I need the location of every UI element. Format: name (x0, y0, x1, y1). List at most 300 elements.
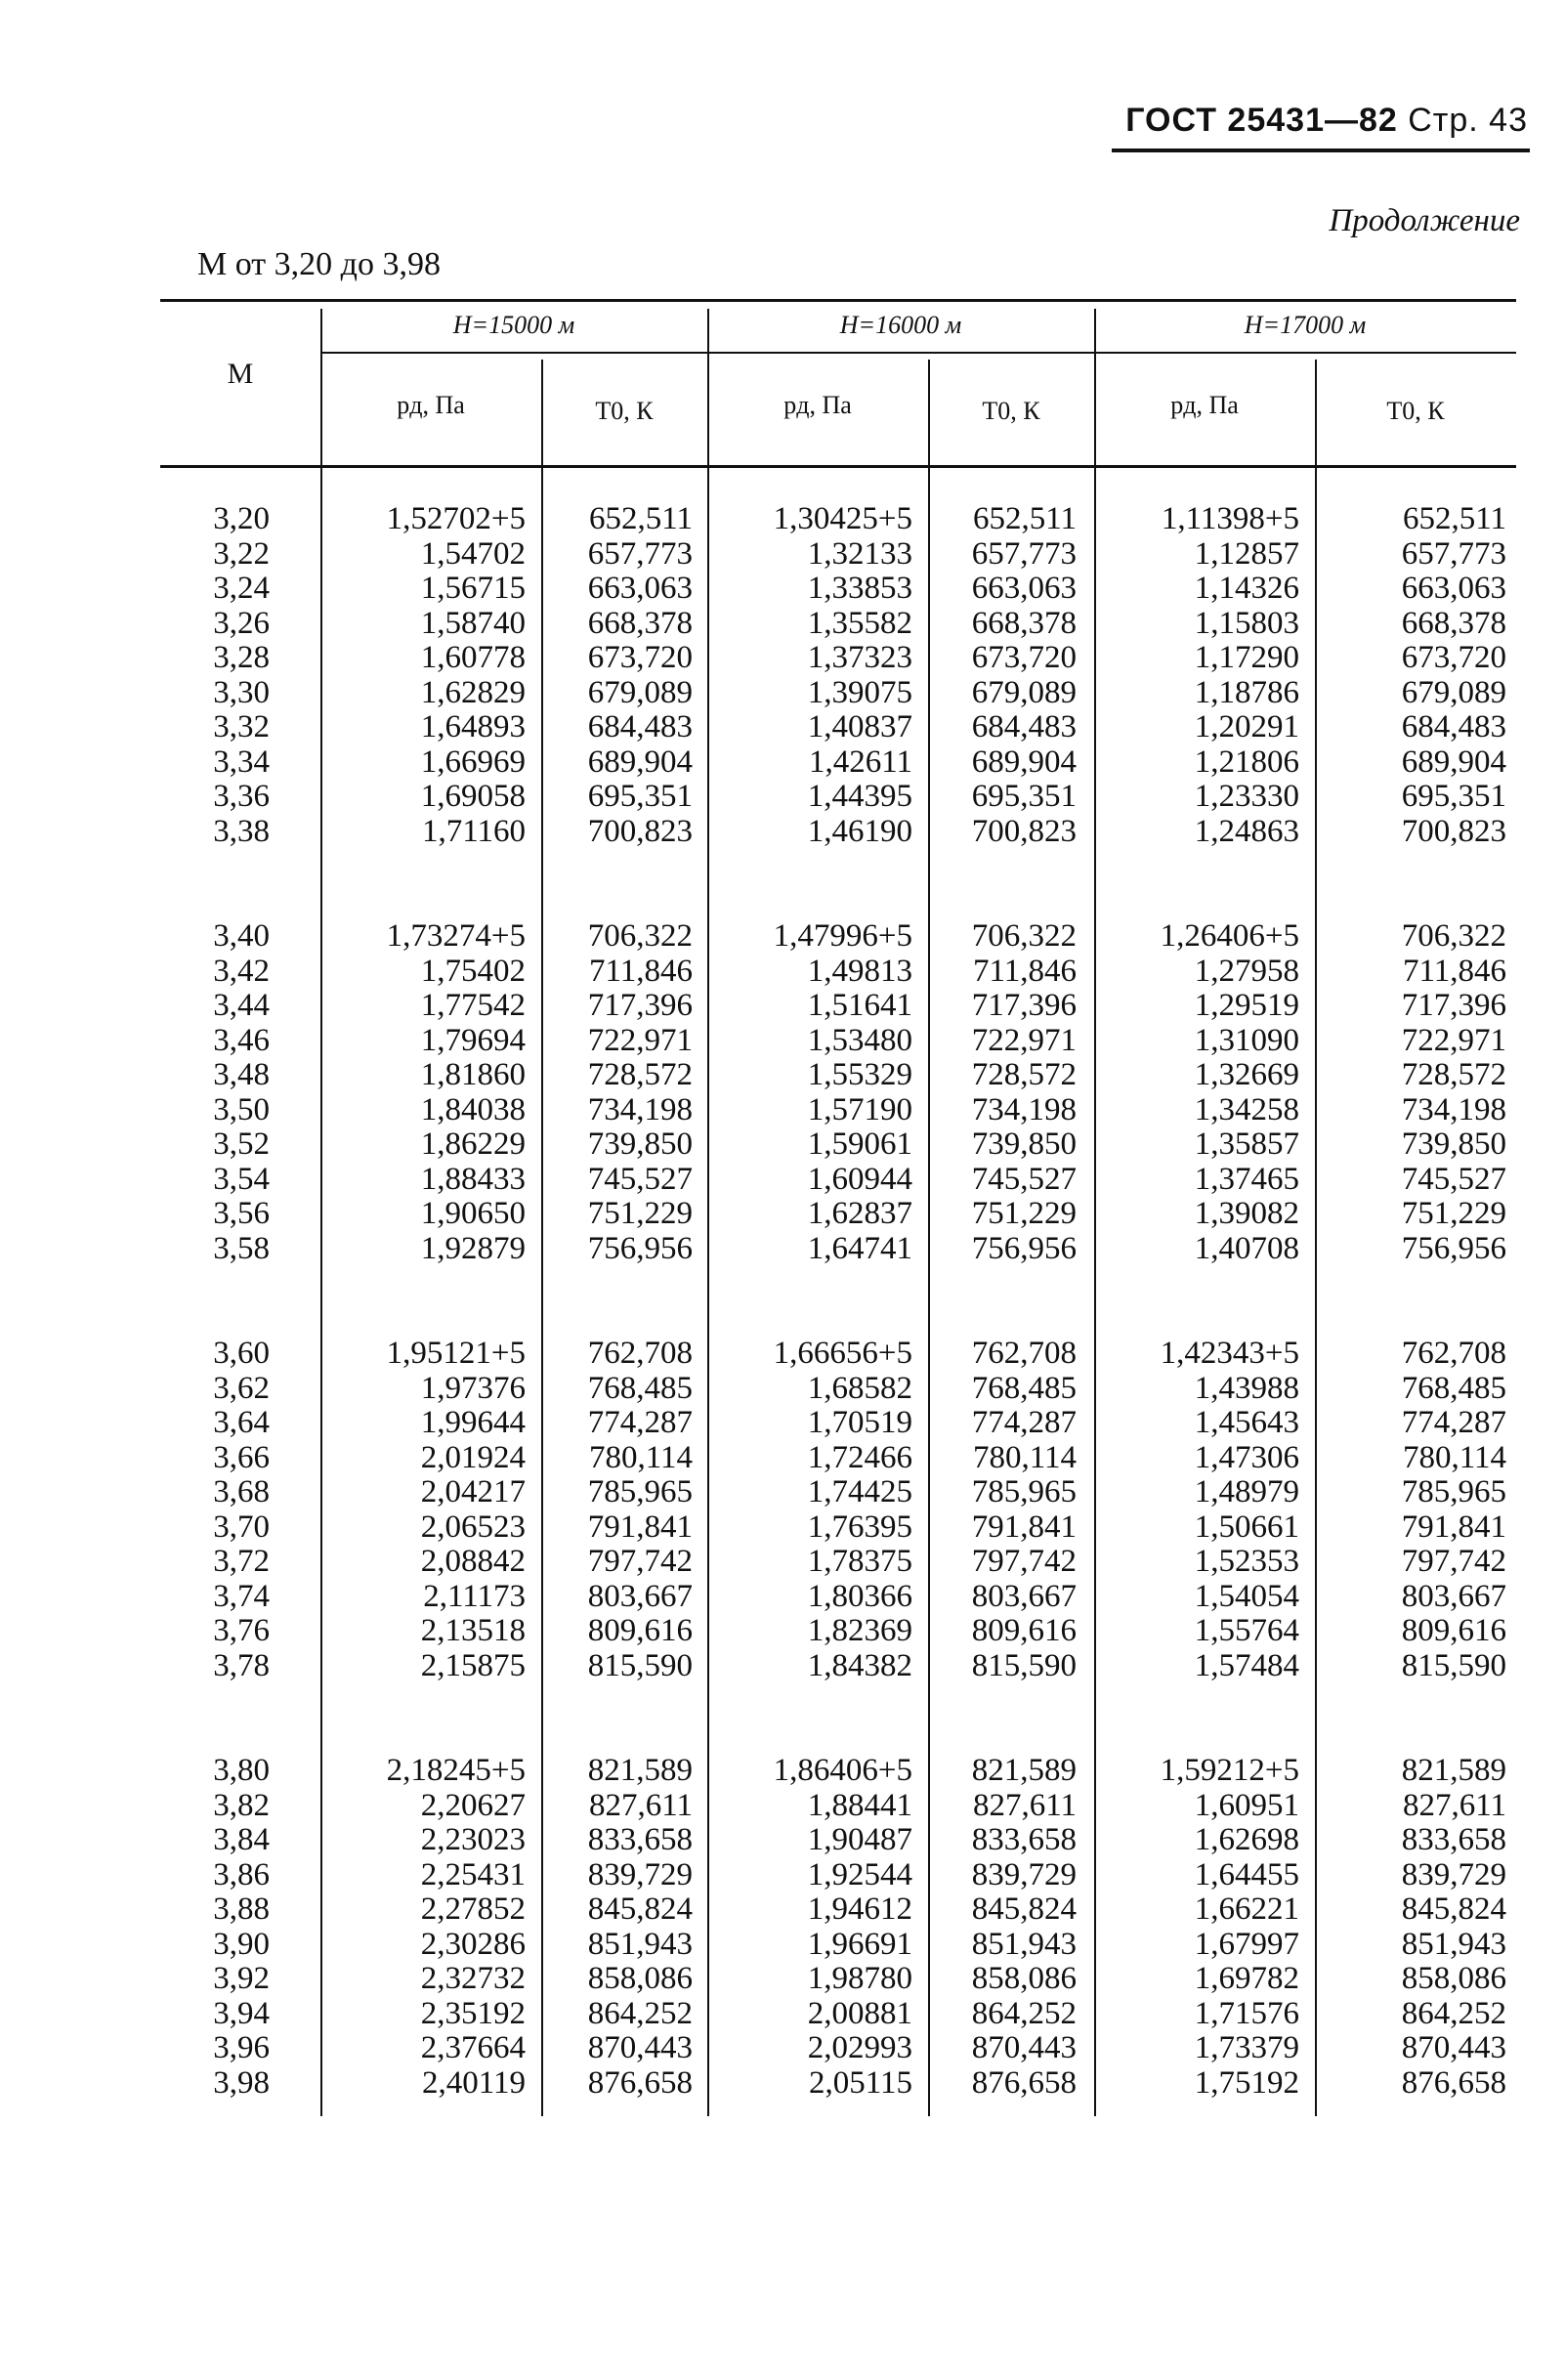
table-cell-p17: 1,15803 (1194, 605, 1299, 641)
table-cell-p17: 1,26406+5 (1160, 918, 1299, 954)
p-header-17000: pд, Па (1170, 391, 1239, 419)
table-cell-m: 3,88 (213, 1891, 270, 1927)
table-cell-t15: 745,527 (587, 1161, 693, 1197)
block-spacer (1315, 849, 1506, 919)
table-cell-t16: 695,351 (971, 779, 1077, 814)
table-cell-t16: 728,572 (971, 1057, 1077, 1092)
table-cell-p15: 2,06523 (420, 1509, 526, 1545)
table-cell-p16: 1,76395 (807, 1509, 912, 1545)
table-cell-p17: 1,34258 (1194, 1091, 1299, 1127)
table-cell-t16: 780,114 (972, 1439, 1077, 1475)
table-cell-p15: 1,81860 (420, 1057, 526, 1092)
table-cell-m: 3,20 (213, 501, 270, 536)
table-cell-p16: 1,47996+5 (773, 918, 912, 954)
table-cell-t17: 751,229 (1401, 1196, 1506, 1231)
table-cell-t17: 706,322 (1401, 918, 1506, 954)
table-cell-m: 3,48 (213, 1057, 270, 1092)
table-cell-t17: 722,971 (1401, 1022, 1506, 1058)
table-cell-t15: 845,824 (587, 1891, 693, 1927)
table-cell-t16: 706,322 (971, 918, 1077, 954)
table-cell-p16: 2,00881 (807, 1995, 912, 2031)
table-cell-t16: 791,841 (971, 1509, 1077, 1545)
table-cell-t16: 734,198 (971, 1091, 1077, 1127)
table-cell-p17: 1,18786 (1194, 674, 1299, 710)
table-cell-t16: 751,229 (971, 1196, 1077, 1231)
table-cell-t16: 774,287 (971, 1405, 1077, 1440)
table-cell-t17: 809,616 (1401, 1613, 1506, 1648)
table-cell-t16: 809,616 (971, 1613, 1077, 1648)
table-cell-p17: 1,47306 (1194, 1439, 1299, 1475)
table-cell-p17: 1,23330 (1194, 779, 1299, 814)
table-cell-p16: 1,82369 (807, 1613, 912, 1648)
block-spacer (320, 849, 526, 919)
table-cell-m: 3,26 (213, 605, 270, 641)
data-table (160, 299, 1516, 2116)
table-cell-t16: 717,396 (971, 988, 1077, 1023)
table-cell-t16: 700,823 (971, 813, 1077, 849)
table-cell-t16: 785,965 (971, 1474, 1077, 1509)
table-cell-t17: 652,511 (1402, 501, 1506, 536)
table-cell-t15: 833,658 (587, 1822, 693, 1857)
table-cell-p16: 1,33853 (807, 571, 912, 606)
table-cell-p16: 1,92544 (807, 1856, 912, 1892)
block-spacer (160, 849, 270, 919)
table-cell-t17: 734,198 (1401, 1091, 1506, 1127)
table-cell-p17: 1,40708 (1194, 1230, 1299, 1266)
table-cell-t16: 663,063 (971, 571, 1077, 606)
table-cell-t17: 839,729 (1401, 1856, 1506, 1892)
table-cell-t15: 876,658 (587, 2064, 693, 2101)
table-cell-t17: 684,483 (1401, 709, 1506, 744)
continuation-label: Продолжение (1329, 203, 1520, 238)
p-column-15000 (320, 502, 526, 2101)
table-cell-t15: 673,720 (587, 640, 693, 675)
table-cell-p15: 2,15875 (420, 1647, 526, 1683)
table-cell-m: 3,80 (213, 1753, 270, 1788)
table-cell-t15: 722,971 (587, 1022, 693, 1058)
table-cell-t15: 858,086 (587, 1961, 693, 1996)
table-cell-t15: 652,511 (588, 501, 693, 536)
table-cell-p16: 1,30425+5 (773, 501, 912, 536)
table-cell-m: 3,74 (213, 1578, 270, 1614)
block-spacer (541, 1266, 693, 1337)
table-cell-p15: 2,20627 (420, 1787, 526, 1823)
p-column-16000 (707, 502, 912, 2101)
table-cell-m: 3,40 (213, 918, 270, 954)
table-cell-p17: 1,20291 (1194, 709, 1299, 744)
table-cell-t17: 717,396 (1401, 988, 1506, 1023)
table-cell-p17: 1,54054 (1194, 1578, 1299, 1614)
table-cell-p16: 1,44395 (807, 779, 912, 814)
table-cell-m: 3,96 (213, 2030, 270, 2065)
table-top-rule (160, 299, 1516, 302)
table-cell-t16: 684,483 (971, 709, 1077, 744)
table-cell-p17: 1,57484 (1194, 1647, 1299, 1683)
table-cell-t16: 689,904 (971, 744, 1077, 780)
table-cell-p17: 1,66221 (1194, 1891, 1299, 1927)
table-cell-p16: 2,02993 (807, 2030, 912, 2065)
table-cell-p15: 1,62829 (420, 674, 526, 710)
table-cell-t17: 845,824 (1401, 1891, 1506, 1927)
t-column-17000 (1315, 502, 1506, 2101)
table-cell-m: 3,36 (213, 779, 270, 814)
table-cell-t16: 876,658 (971, 2064, 1077, 2101)
table-cell-t17: 864,252 (1401, 1995, 1506, 2031)
table-cell-t17: 827,611 (1402, 1787, 1506, 1823)
table-cell-m: 3,82 (213, 1787, 270, 1823)
table-cell-p16: 1,42611 (808, 744, 912, 780)
table-cell-t16: 762,708 (971, 1336, 1077, 1371)
table-cell-p16: 1,57190 (807, 1091, 912, 1127)
table-cell-p17: 1,14326 (1194, 571, 1299, 606)
t-header-16000: T0, К (982, 397, 1040, 425)
table-cell-t17: 774,287 (1401, 1405, 1506, 1440)
table-cell-t17: 768,485 (1401, 1370, 1506, 1406)
table-cell-p15: 2,30286 (420, 1926, 526, 1962)
block-spacer (541, 1683, 693, 1754)
table-cell-t16: 652,511 (972, 501, 1077, 536)
table-cell-t17: 876,658 (1401, 2064, 1506, 2101)
table-cell-m: 3,58 (213, 1230, 270, 1266)
table-cell-p17: 1,64455 (1194, 1856, 1299, 1892)
table-cell-m: 3,42 (213, 953, 270, 989)
table-cell-t15: 768,485 (587, 1370, 693, 1406)
range-title: М от 3,20 до 3,98 (197, 246, 441, 282)
table-cell-p15: 1,99644 (420, 1405, 526, 1440)
group-label-16000: H=16000 м (839, 311, 962, 339)
table-cell-t16: 870,443 (971, 2030, 1077, 2065)
table-cell-t15: 700,823 (587, 813, 693, 849)
block-spacer (1094, 1266, 1299, 1337)
table-cell-t16: 858,086 (971, 1961, 1077, 1996)
table-cell-t17: 797,742 (1401, 1544, 1506, 1579)
table-cell-t16: 711,846 (972, 953, 1077, 989)
table-cell-m: 3,68 (213, 1474, 270, 1509)
table-cell-t17: 815,590 (1401, 1647, 1506, 1683)
table-cell-t15: 774,287 (587, 1405, 693, 1440)
block-spacer (928, 1266, 1077, 1337)
block-spacer (707, 849, 912, 919)
table-cell-p15: 2,27852 (420, 1891, 526, 1927)
table-cell-m: 3,66 (213, 1439, 270, 1475)
table-cell-p17: 1,52353 (1194, 1544, 1299, 1579)
block-spacer (707, 1683, 912, 1754)
block-spacer (160, 1266, 270, 1337)
table-cell-t17: 695,351 (1401, 779, 1506, 814)
table-cell-p16: 1,51641 (807, 988, 912, 1023)
table-cell-t15: 864,252 (587, 1995, 693, 2031)
table-cell-t17: 689,904 (1401, 744, 1506, 780)
p-header-16000: pд, Па (783, 391, 852, 419)
block-spacer (707, 1266, 912, 1337)
table-cell-p15: 1,69058 (420, 779, 526, 814)
table-cell-t16: 815,590 (971, 1647, 1077, 1683)
page-header (1125, 102, 1528, 140)
table-cell-p17: 1,31090 (1194, 1022, 1299, 1058)
table-cell-t17: 803,667 (1401, 1578, 1506, 1614)
table-cell-t17: 870,443 (1401, 2030, 1506, 2065)
table-cell-m: 3,24 (213, 571, 270, 606)
table-cell-t16: 839,729 (971, 1856, 1077, 1892)
table-cell-p15: 2,13518 (420, 1613, 526, 1648)
block-spacer (1315, 1683, 1506, 1754)
block-spacer (1094, 849, 1299, 919)
table-cell-m: 3,28 (213, 640, 270, 675)
table-cell-p17: 1,45643 (1194, 1405, 1299, 1440)
table-cell-p17: 1,42343+5 (1160, 1336, 1299, 1371)
table-cell-t17: 833,658 (1401, 1822, 1506, 1857)
table-cell-p15: 2,35192 (420, 1995, 526, 2031)
table-cell-t16: 679,089 (971, 674, 1077, 710)
table-cell-p16: 1,84382 (807, 1647, 912, 1683)
table-cell-t16: 845,824 (971, 1891, 1077, 1927)
page-number: Стр. 43 (1408, 102, 1528, 139)
table-cell-p17: 1,17290 (1194, 640, 1299, 675)
table-cell-t17: 858,086 (1401, 1961, 1506, 1996)
table-cell-p15: 1,88433 (420, 1161, 526, 1197)
table-cell-t16: 673,720 (971, 640, 1077, 675)
table-cell-t17: 739,850 (1401, 1126, 1506, 1162)
table-cell-p16: 1,86406+5 (773, 1753, 912, 1788)
header-rule (1112, 149, 1530, 152)
block-spacer (928, 849, 1077, 919)
table-cell-p15: 2,25431 (420, 1856, 526, 1892)
table-cell-m: 3,64 (213, 1405, 270, 1440)
table-subheader-rule (320, 352, 1516, 354)
table-cell-p17: 1,24863 (1194, 813, 1299, 849)
table-cell-p17: 1,39082 (1194, 1196, 1299, 1231)
table-cell-m: 3,76 (213, 1613, 270, 1648)
table-cell-p16: 1,37323 (807, 640, 912, 675)
table-cell-t17: 762,708 (1401, 1336, 1506, 1371)
table-cell-p16: 1,35582 (807, 605, 912, 641)
table-cell-p15: 1,95121+5 (386, 1336, 526, 1371)
table-cell-t17: 668,378 (1401, 605, 1506, 641)
table-cell-t15: 791,841 (587, 1509, 693, 1545)
table-cell-t16: 851,943 (971, 1926, 1077, 1962)
block-spacer (928, 1683, 1077, 1754)
table-cell-t15: 785,965 (587, 1474, 693, 1509)
table-cell-m: 3,52 (213, 1126, 270, 1162)
table-cell-t16: 722,971 (971, 1022, 1077, 1058)
t-column-16000 (928, 502, 1077, 2101)
table-cell-p15: 1,60778 (420, 640, 526, 675)
table-cell-t16: 756,956 (971, 1230, 1077, 1266)
table-cell-t15: 734,198 (587, 1091, 693, 1127)
table-cell-p15: 1,56715 (420, 571, 526, 606)
table-cell-m: 3,78 (213, 1647, 270, 1683)
table-cell-t17: 663,063 (1401, 571, 1506, 606)
block-spacer (160, 1683, 270, 1754)
table-cell-p17: 1,67997 (1194, 1926, 1299, 1962)
table-cell-p15: 1,66969 (420, 744, 526, 780)
table-cell-t16: 657,773 (971, 535, 1077, 572)
table-cell-m: 3,56 (213, 1196, 270, 1231)
table-cell-p16: 1,70519 (807, 1405, 912, 1440)
table-cell-p16: 1,96691 (807, 1926, 912, 1962)
table-cell-t17: 657,773 (1401, 535, 1506, 572)
table-cell-m: 3,44 (213, 988, 270, 1023)
block-spacer (1315, 1266, 1506, 1337)
table-header-rule (160, 465, 1516, 468)
table-cell-m: 3,46 (213, 1022, 270, 1058)
table-cell-m: 3,94 (213, 1995, 270, 2031)
table-cell-p16: 1,64741 (807, 1230, 912, 1266)
table-cell-t17: 700,823 (1401, 813, 1506, 849)
table-cell-p16: 1,59061 (807, 1126, 912, 1162)
table-cell-p15: 2,04217 (420, 1474, 526, 1509)
table-cell-p15: 1,86229 (420, 1126, 526, 1162)
table-cell-p17: 1,27958 (1194, 953, 1299, 989)
table-cell-m: 3,98 (213, 2064, 270, 2101)
table-cell-t15: 870,443 (587, 2030, 693, 2065)
table-cell-p15: 2,23023 (420, 1822, 526, 1857)
table-cell-m: 3,62 (213, 1370, 270, 1406)
table-cell-t16: 821,589 (971, 1753, 1077, 1788)
table-cell-m: 3,30 (213, 674, 270, 710)
table-cell-m: 3,50 (213, 1091, 270, 1127)
table-cell-t15: 803,667 (587, 1578, 693, 1614)
table-cell-m: 3,22 (213, 535, 270, 572)
table-cell-p15: 2,40119 (421, 2064, 526, 2101)
gost-number: ГОСТ 25431—82 (1125, 102, 1398, 139)
table-cell-t17: 745,527 (1401, 1161, 1506, 1197)
table-cell-p16: 1,78375 (807, 1544, 912, 1579)
table-cell-t15: 815,590 (587, 1647, 693, 1683)
table-cell-p16: 1,98780 (807, 1961, 912, 1996)
table-cell-p15: 1,97376 (420, 1370, 526, 1406)
table-cell-p15: 2,11173 (423, 1578, 526, 1614)
table-cell-t16: 827,611 (972, 1787, 1077, 1823)
table-cell-p17: 1,32669 (1194, 1057, 1299, 1092)
table-cell-p17: 1,69782 (1194, 1961, 1299, 1996)
table-cell-t15: 751,229 (587, 1196, 693, 1231)
t-header-15000: T0, К (595, 397, 654, 425)
table-cell-t15: 821,589 (587, 1753, 693, 1788)
table-cell-m: 3,72 (213, 1544, 270, 1579)
table-cell-t17: 673,720 (1401, 640, 1506, 675)
table-cell-t15: 827,611 (588, 1787, 693, 1823)
t-header-17000: T0, К (1386, 397, 1445, 425)
table-cell-p16: 1,66656+5 (773, 1336, 912, 1371)
table-cell-t16: 833,658 (971, 1822, 1077, 1857)
table-cell-t15: 695,351 (587, 779, 693, 814)
p-header-15000: pд, Па (397, 391, 465, 419)
table-cell-t16: 739,850 (971, 1126, 1077, 1162)
p-column-17000 (1094, 502, 1299, 2101)
table-cell-p17: 1,48979 (1194, 1474, 1299, 1509)
m-column (160, 502, 270, 2101)
table-cell-p16: 1,62837 (807, 1196, 912, 1231)
table-cell-m: 3,86 (213, 1856, 270, 1892)
table-cell-p17: 1,55764 (1194, 1613, 1299, 1648)
table-cell-p17: 1,37465 (1194, 1161, 1299, 1197)
table-cell-p15: 2,01924 (420, 1439, 526, 1475)
table-cell-p15: 1,75402 (420, 953, 526, 989)
table-cell-p17: 1,21806 (1194, 744, 1299, 780)
table-cell-m: 3,38 (213, 813, 270, 849)
table-cell-p16: 2,05115 (808, 2064, 912, 2101)
table-cell-t17: 785,965 (1401, 1474, 1506, 1509)
table-cell-t16: 864,252 (971, 1995, 1077, 2031)
table-cell-p16: 1,90487 (807, 1822, 912, 1857)
table-cell-t15: 851,943 (587, 1926, 693, 1962)
table-cell-t15: 797,742 (587, 1544, 693, 1579)
table-cell-m: 3,84 (213, 1822, 270, 1857)
table-cell-p15: 1,90650 (420, 1196, 526, 1231)
table-cell-t17: 780,114 (1402, 1439, 1506, 1475)
table-cell-p17: 1,59212+5 (1160, 1753, 1299, 1788)
table-cell-p17: 1,50661 (1194, 1509, 1299, 1545)
m-header: М (227, 358, 254, 390)
table-cell-t16: 797,742 (971, 1544, 1077, 1579)
table-cell-p17: 1,60951 (1194, 1787, 1299, 1823)
table-cell-p15: 2,08842 (420, 1544, 526, 1579)
table-cell-t15: 668,378 (587, 605, 693, 641)
table-cell-t15: 809,616 (587, 1613, 693, 1648)
table-cell-m: 3,90 (213, 1926, 270, 1962)
table-cell-m: 3,32 (213, 709, 270, 744)
table-cell-m: 3,70 (213, 1509, 270, 1545)
table-cell-p17: 1,71576 (1194, 1995, 1299, 2031)
table-cell-p16: 1,80366 (807, 1578, 912, 1614)
table-cell-t15: 728,572 (587, 1057, 693, 1092)
table-cell-p15: 1,92879 (420, 1230, 526, 1266)
table-cell-p15: 1,64893 (420, 709, 526, 744)
table-cell-p16: 1,60944 (807, 1161, 912, 1197)
t-column-15000 (541, 502, 693, 2101)
table-cell-p16: 1,49813 (807, 953, 912, 989)
table-cell-p17: 1,12857 (1194, 535, 1299, 572)
table-cell-p16: 1,40837 (807, 709, 912, 744)
table-cell-t17: 851,943 (1401, 1926, 1506, 1962)
group-label-17000: H=17000 м (1244, 311, 1367, 339)
table-cell-t16: 668,378 (971, 605, 1077, 641)
block-spacer (541, 849, 693, 919)
table-cell-t15: 689,904 (587, 744, 693, 780)
table-cell-t15: 706,322 (587, 918, 693, 954)
block-spacer (320, 1683, 526, 1754)
table-cell-p16: 1,72466 (807, 1439, 912, 1475)
table-cell-m: 3,54 (213, 1161, 270, 1197)
table-cell-p15: 1,71160 (421, 813, 526, 849)
table-cell-p16: 1,74425 (807, 1474, 912, 1509)
table-cell-t15: 762,708 (587, 1336, 693, 1371)
table-cell-t16: 768,485 (971, 1370, 1077, 1406)
table-cell-p17: 1,73379 (1194, 2030, 1299, 2065)
table-cell-p15: 1,77542 (420, 988, 526, 1023)
table-cell-t15: 839,729 (587, 1856, 693, 1892)
table-cell-p15: 1,73274+5 (386, 918, 526, 954)
table-cell-p17: 1,62698 (1194, 1822, 1299, 1857)
table-cell-p17: 1,35857 (1194, 1126, 1299, 1162)
table-cell-p15: 2,18245+5 (386, 1753, 526, 1788)
table-cell-t15: 739,850 (587, 1126, 693, 1162)
table-cell-t17: 756,956 (1401, 1230, 1506, 1266)
table-cell-p16: 1,53480 (807, 1022, 912, 1058)
table-cell-p17: 1,11398+5 (1161, 501, 1299, 536)
table-cell-p15: 1,58740 (420, 605, 526, 641)
group-label-15000: H=15000 м (452, 311, 575, 339)
table-cell-t15: 657,773 (587, 535, 693, 572)
table-cell-p15: 2,32732 (420, 1961, 526, 1996)
table-cell-t16: 745,527 (971, 1161, 1077, 1197)
table-cell-p16: 1,32133 (807, 535, 912, 572)
table-cell-p15: 1,84038 (420, 1091, 526, 1127)
table-cell-p17: 1,75192 (1194, 2064, 1299, 2101)
table-cell-t15: 679,089 (587, 674, 693, 710)
table-cell-t15: 717,396 (587, 988, 693, 1023)
